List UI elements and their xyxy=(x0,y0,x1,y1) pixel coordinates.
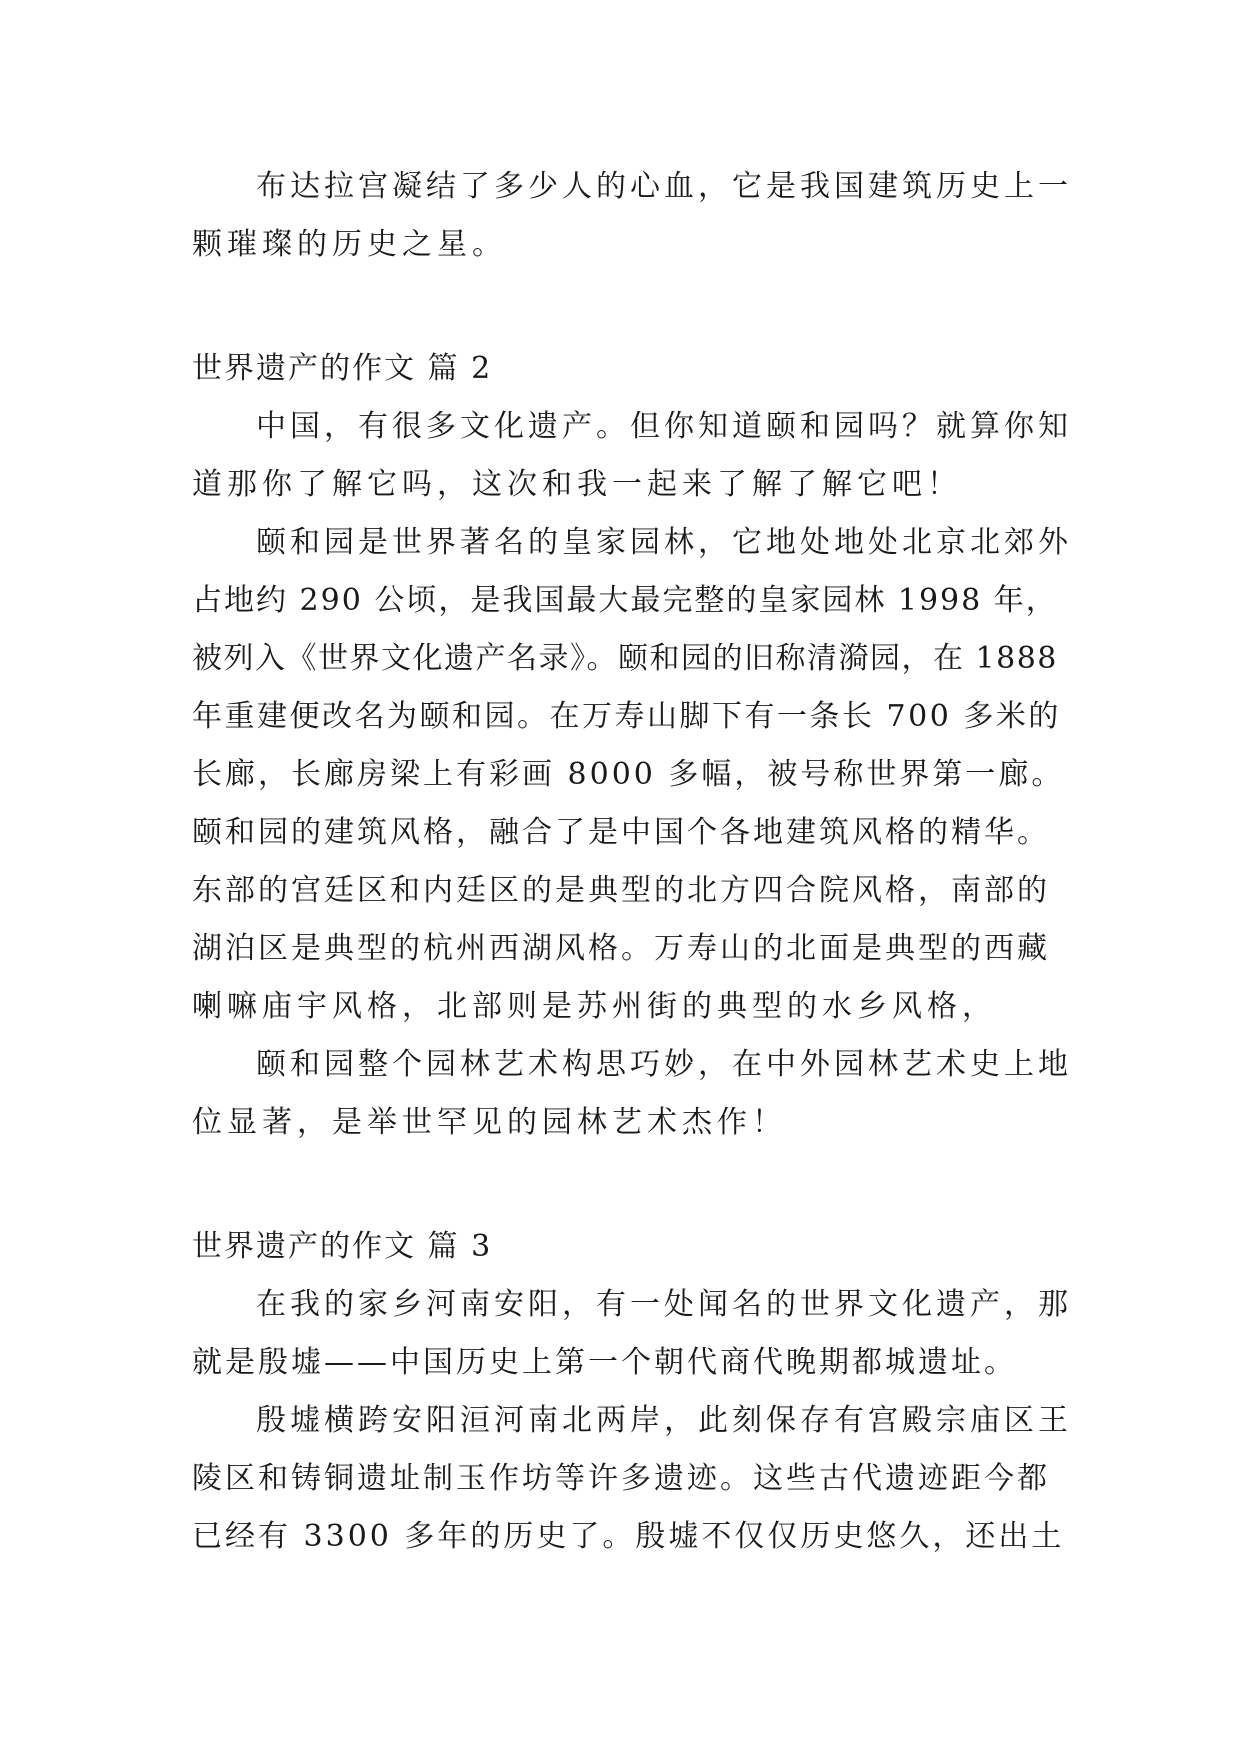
paragraph-line: 道那你了解它吗，这次和我一起来了解了解它吧！ xyxy=(192,467,962,502)
paragraph-line: 湖泊区是典型的杭州西湖风格。万寿山的北面是典型的西藏 xyxy=(192,931,1050,966)
section-heading: 世界遗产的作文 篇 2 xyxy=(192,351,493,386)
paragraph-line: 位显著，是举世罕见的园林艺术杰作！ xyxy=(192,1105,787,1140)
paragraph-line: 已经有 3300 多年的历史了。殷墟不仅仅历史悠久，还出土 xyxy=(192,1519,1065,1554)
paragraph-line: 殷墟横跨安阳洹河南北两岸，此刻保存有宫殿宗庙区王 xyxy=(256,1403,1072,1438)
paragraph-line: 中国，有很多文化遗产。但你知道颐和园吗？就算你知 xyxy=(256,409,1072,444)
paragraph-line: 被列入《世界文化遗产名录》。颐和园的旧称清漪园，在 1888 xyxy=(192,641,1058,676)
paragraph-line: 颗璀璨的历史之星。 xyxy=(192,227,507,262)
paragraph-line: 东部的宫廷区和内廷区的是典型的北方四合院风格，南部的 xyxy=(192,873,1050,908)
section-heading: 世界遗产的作文 篇 3 xyxy=(192,1229,493,1264)
paragraph-line: 颐和园的建筑风格，融合了是中国个各地建筑风格的精华。 xyxy=(192,815,1050,850)
paragraph-line: 在我的家乡河南安阳，有一处闻名的世界文化遗产，那 xyxy=(256,1287,1072,1322)
section-1 xyxy=(192,158,1072,274)
paragraph-line: 就是殷墟——中国历史上第一个朝代商代晚期都城遗址。 xyxy=(192,1345,1017,1380)
paragraph-line: 年重建便改名为颐和园。在万寿山脚下有一条长 700 多米的 xyxy=(192,699,1061,734)
document-page xyxy=(192,158,1072,1566)
paragraph-line: 颐和园整个园林艺术构思巧妙，在中外园林艺术史上地 xyxy=(256,1047,1072,1082)
paragraph-line: 占地约 290 公顷，是我国最大最完整的皇家园林 1998 年， xyxy=(192,583,1058,618)
section-2 xyxy=(192,340,1072,1152)
paragraph-line: 陵区和铸铜遗址制玉作坊等许多遗迹。这些古代遗迹距今都 xyxy=(192,1461,1050,1496)
section-3 xyxy=(192,1218,1072,1566)
paragraph-line: 颐和园是世界著名的皇家园林，它地处地处北京北郊外 xyxy=(256,525,1072,560)
paragraph-line: 喇嘛庙宇风格，北部则是苏州街的典型的水乡风格， xyxy=(192,989,997,1024)
paragraph-line: 布达拉宫凝结了多少人的心血，它是我国建筑历史上一 xyxy=(256,169,1072,204)
paragraph-line: 长廊，长廊房梁上有彩画 8000 多幅，被号称世界第一廊。 xyxy=(192,757,1065,792)
